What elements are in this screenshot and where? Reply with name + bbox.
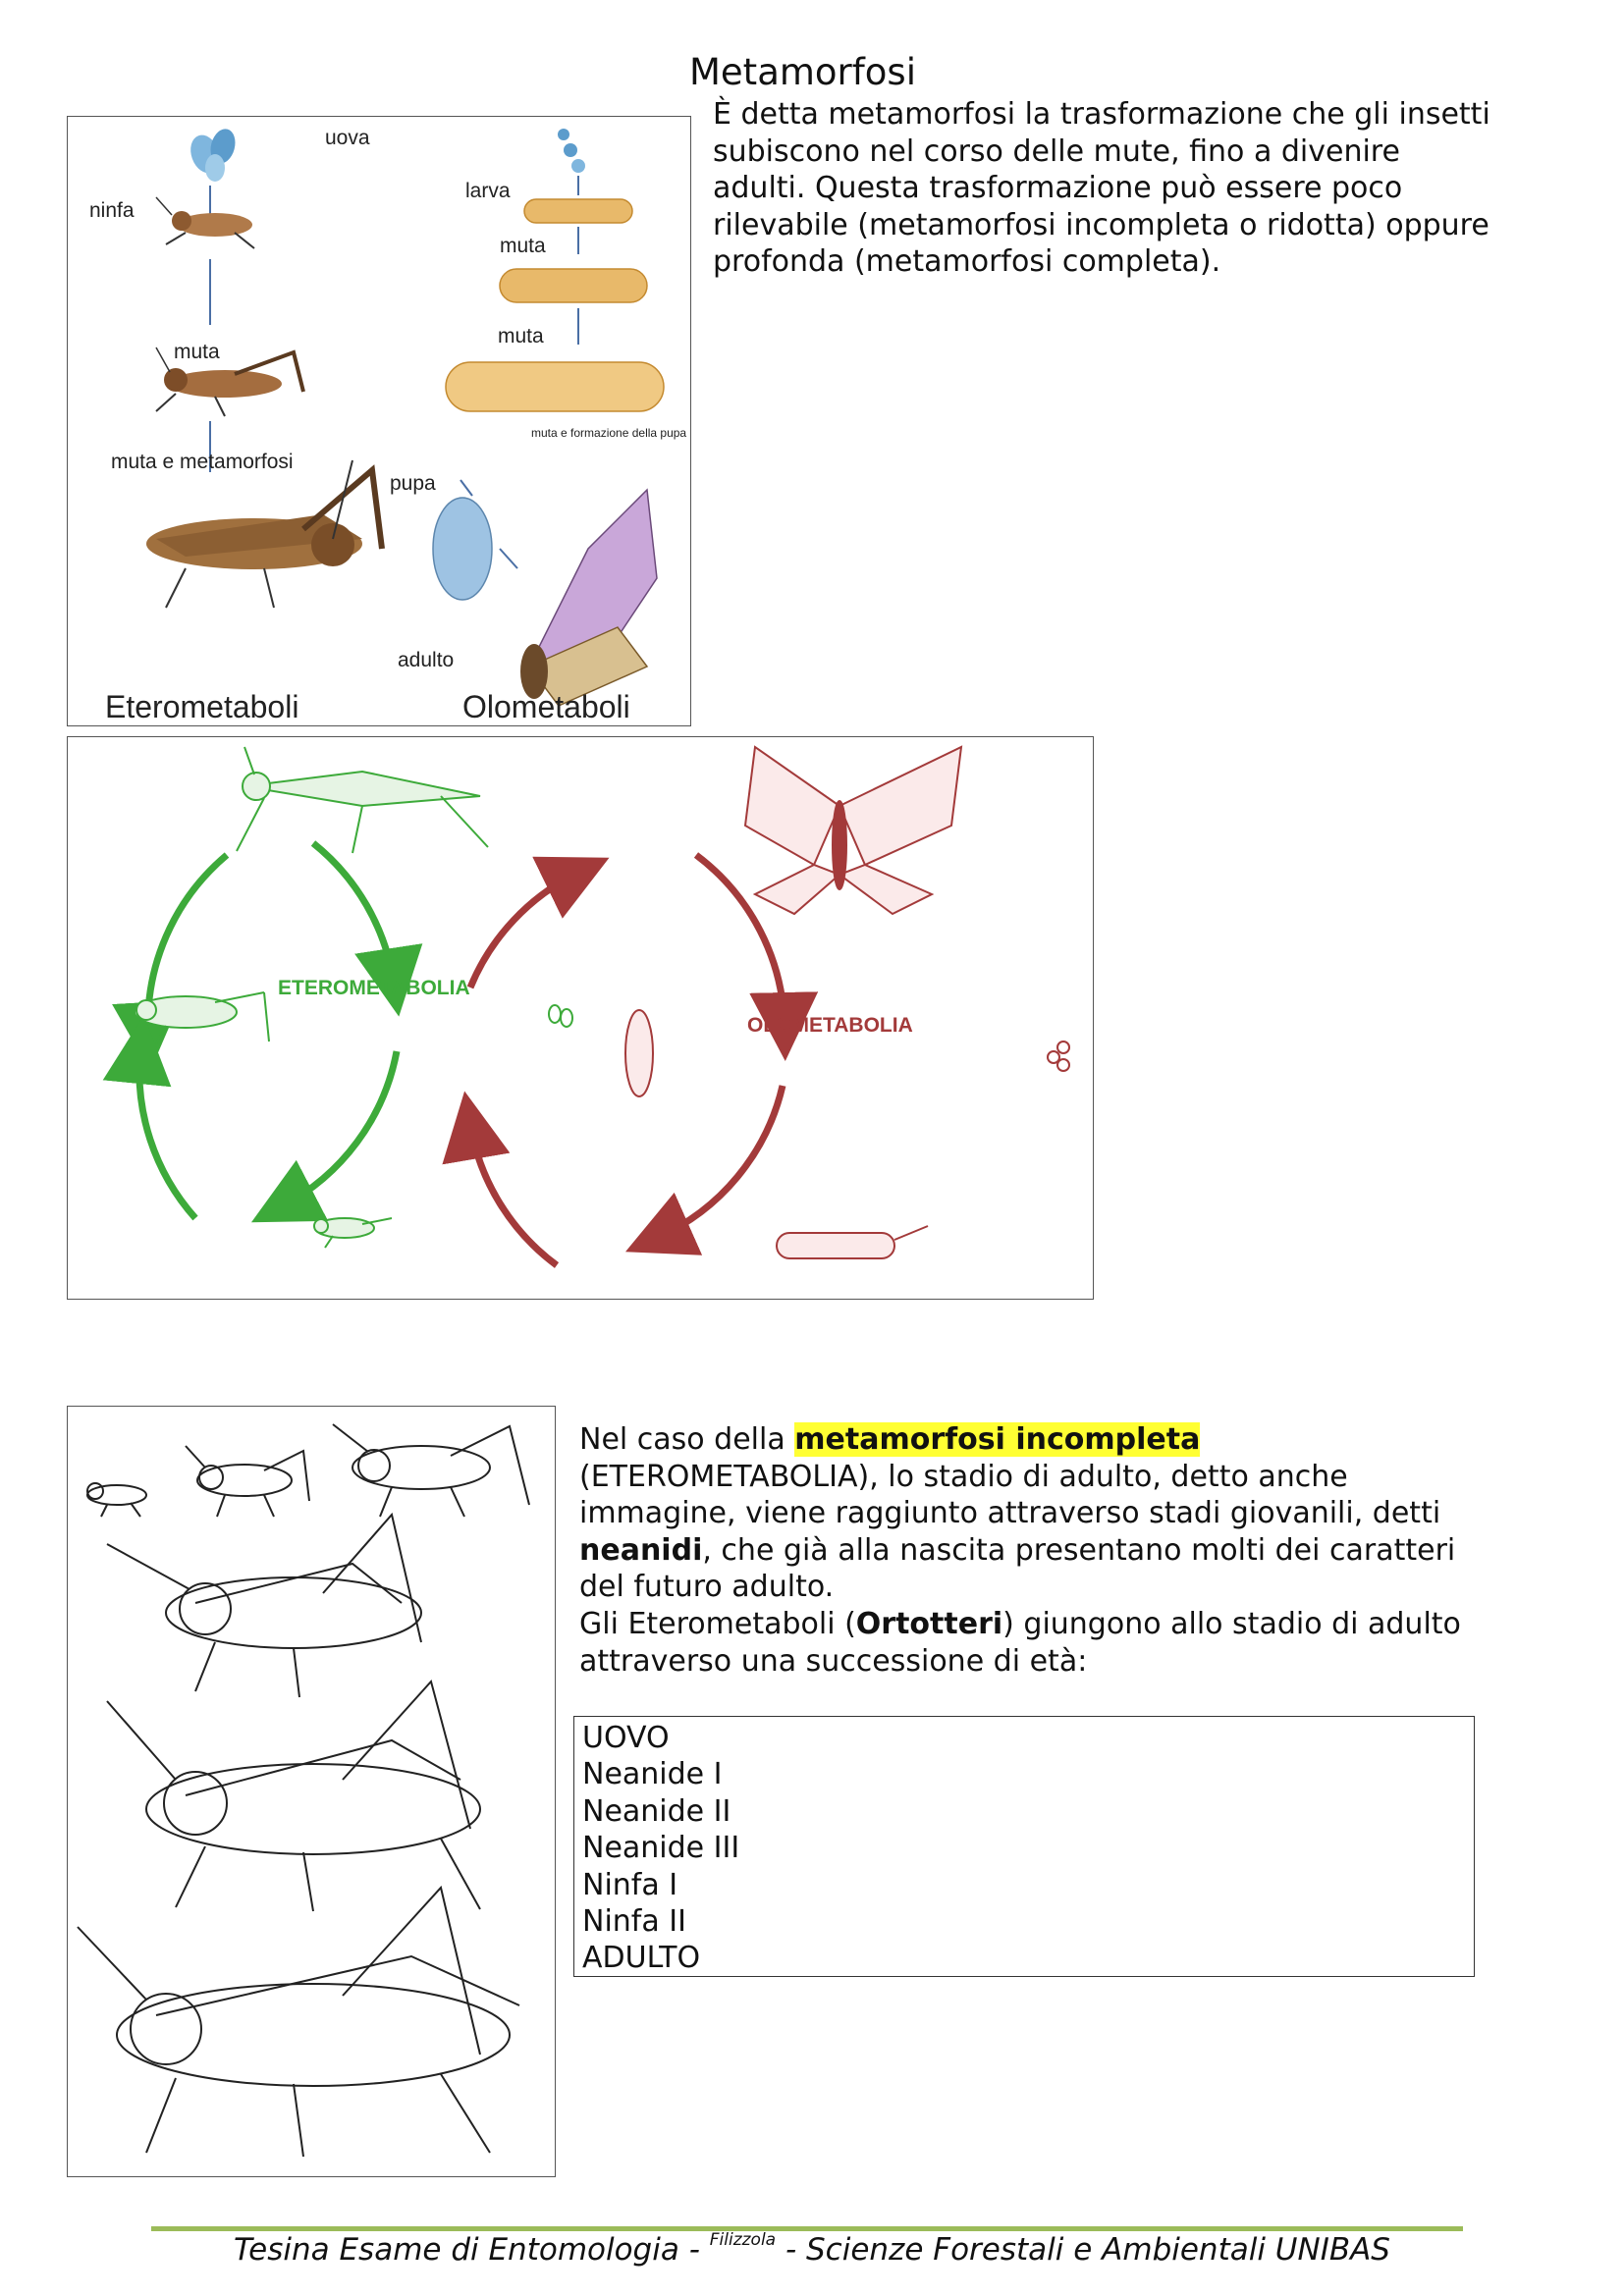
label-muta-1: muta	[500, 235, 546, 257]
highlight-metamorfosi-incompleta: metamorfosi incompleta	[794, 1422, 1201, 1457]
pupa-icon	[433, 498, 492, 600]
footer-left: Tesina Esame di Entomologia -	[234, 2232, 710, 2268]
label-uova: uova	[325, 127, 370, 149]
ortotteri-paragraph: Gli Eterometaboli (Ortotteri) giungono allo stadio di adulto attraverso una successione di età:	[579, 1607, 1461, 1679]
label-muta-2: muta	[174, 341, 220, 363]
red-eggs-icon	[1048, 1041, 1069, 1071]
green-young-nymph-icon	[314, 1218, 392, 1248]
label-muta-e-metamorfosi: muta e metamorfosi	[111, 451, 294, 473]
red-larva-icon	[777, 1226, 928, 1258]
stages-table	[573, 1716, 1475, 1977]
metamorphosis-cycles-figure	[67, 736, 1094, 1300]
label-adulto: adulto	[398, 649, 455, 671]
label-olometaboli: Olometaboli	[462, 689, 630, 724]
red-butterfly-icon	[745, 747, 961, 914]
page-footer	[0, 2232, 1624, 2268]
page-title: Metamorfosi	[689, 51, 916, 93]
label-muta-3: muta	[498, 325, 544, 347]
label-pupa: pupa	[390, 472, 436, 495]
label-olometabolia: OLOMETABOLIA	[747, 1014, 913, 1037]
term-ortotteri: Ortotteri	[855, 1607, 1003, 1641]
larva-large-icon	[446, 362, 664, 411]
metamorphosis-figure	[67, 116, 691, 726]
label-eterometabolia: ETEROMETABOLIA	[278, 977, 470, 999]
term-neanidi: neanidi	[579, 1532, 703, 1568]
stage-item: Neanide III	[582, 1831, 740, 1866]
stage-item: Neanide II	[582, 1793, 731, 1829]
green-eggs-icon	[549, 1005, 572, 1027]
label-ninfa: ninfa	[89, 199, 135, 222]
label-eterometaboli: Eterometaboli	[105, 689, 299, 724]
stage-item: Ninfa II	[582, 1904, 686, 1940]
green-nymph-icon	[135, 992, 269, 1043]
label-muta-formazione-pupa: muta e formazione della pupa	[531, 426, 687, 440]
stage-item: UOVO	[582, 1721, 670, 1755]
grasshopper-stages-figure	[67, 1406, 556, 2177]
stage-item: ADULTO	[582, 1941, 701, 1976]
red-pupa-icon	[625, 1010, 653, 1096]
footer-right: - Scienze Forestali e Ambientali UNIBAS	[776, 2232, 1390, 2268]
larva-medium-icon	[500, 269, 647, 302]
label-larva: larva	[465, 180, 511, 202]
green-adult-grasshopper-icon	[237, 747, 488, 853]
footer-author: Filizzola	[709, 2230, 777, 2250]
stage-item: Neanide I	[582, 1757, 723, 1792]
stage-item: Ninfa I	[582, 1867, 678, 1902]
larva-small-icon	[524, 199, 632, 223]
incomplete-metamorphosis-paragraph: Nel caso della metamorfosi incompleta (ETEROMETABOLIA), lo stadio di adulto, detto anche immagine, viene raggiunto attraverso stadi giovanili, detti neanidi, che già alla nascita presentano molti dei caratteri del futuro adulto.	[579, 1422, 1456, 1604]
footer-divider	[151, 2226, 1463, 2231]
intro-paragraph: È detta metamorfosi la trasformazione che gli insetti subiscono nel corso delle mute, fino a divenire adulti. Questa trasformazione può essere poco rilevabile (metamorfosi incompleta o ridotta) oppure profonda (metamorfosi completa).	[713, 97, 1490, 279]
